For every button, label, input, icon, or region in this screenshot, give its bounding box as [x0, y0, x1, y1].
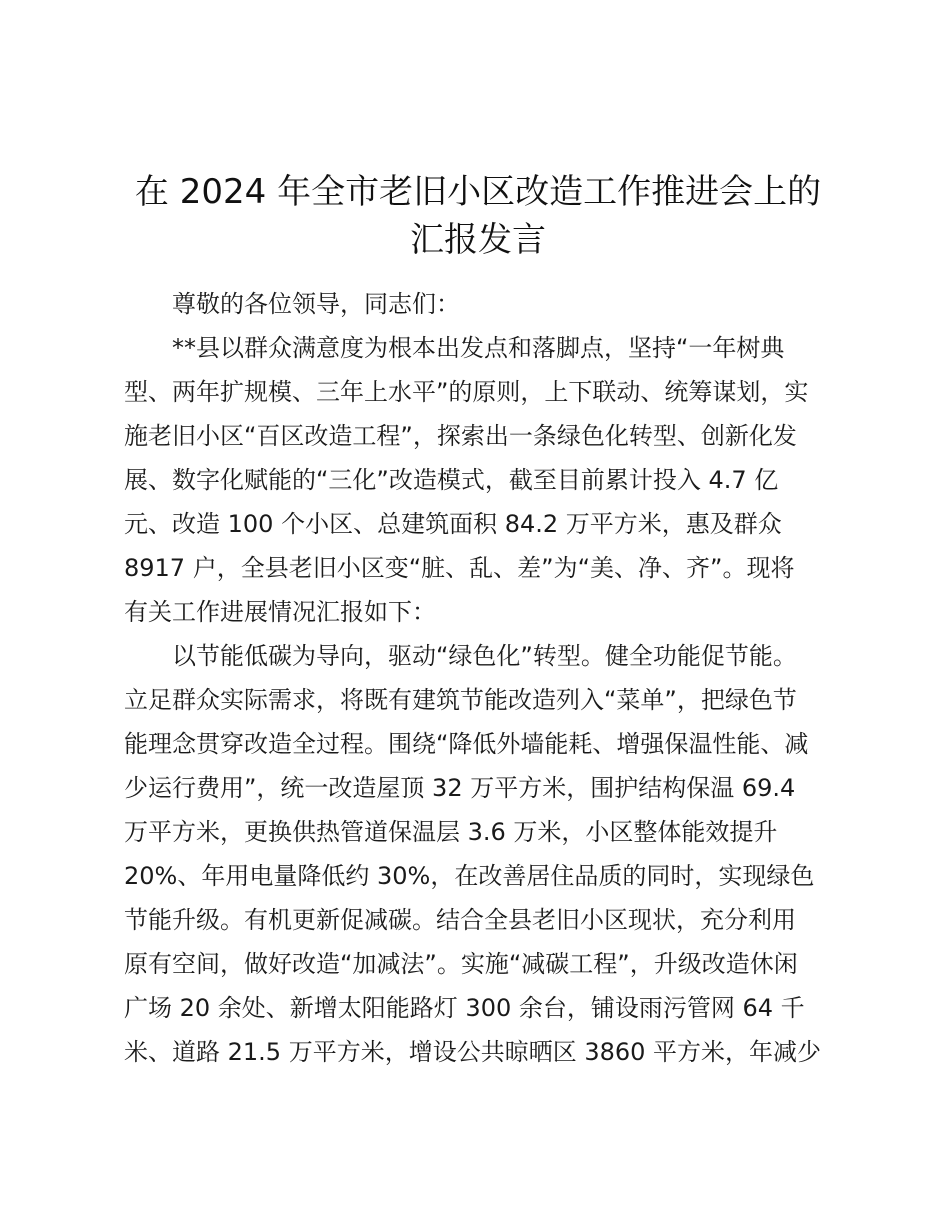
paragraph-2-line-2: 立足群众实际需求，将既有建筑节能改造列入“菜单”，把绿色节	[124, 686, 797, 714]
paragraph-2-line-8: 原有空间，做好改造“加减法”。实施“减碳工程”，升级改造休闲	[124, 950, 798, 978]
paragraph-2-line-1: 以节能低碳为导向，驱动“绿色化”转型。健全功能促节能。	[172, 642, 797, 670]
paragraph-2-line-10: 米、道路 21.5 万平方米，增设公共晾晒区 3860 平方米，年减少	[124, 1038, 822, 1066]
paragraph-2-line-4: 少运行费用”，统一改造屋顶 32 万平方米，围护结构保温 69.4	[124, 774, 796, 802]
paragraph-2-line-5: 万平方米，更换供热管道保温层 3.6 万米，小区整体能效提升	[124, 818, 778, 846]
paragraph-1-line-6: 8917 户，全县老旧小区变“脏、乱、差”为“美、净、齐”。现将	[124, 554, 795, 582]
salutation-line: 尊敬的各位领导，同志们：	[172, 290, 460, 318]
paragraph-2-line-7: 节能升级。有机更新促减碳。结合全县老旧小区现状，充分利用	[124, 906, 796, 934]
document-body	[124, 282, 840, 1074]
document-title	[120, 168, 836, 264]
paragraph-2-line-3: 能理念贯穿改造全过程。围绕“降低外墙能耗、增强保温性能、减	[124, 730, 809, 758]
paragraph-1-line-1: **县以群众满意度为根本出发点和落脚点，坚持“一年树典	[172, 334, 785, 362]
paragraph-1-line-2: 型、两年扩规模、三年上水平”的原则，上下联动、统筹谋划，实	[124, 378, 809, 406]
paragraph-1-line-3: 施老旧小区“百区改造工程”，探索出一条绿色化转型、创新化发	[124, 422, 797, 450]
paragraph-1-line-7: 有关工作进展情况汇报如下：	[124, 598, 436, 626]
paragraph-2-line-6: 20%、年用电量降低约 30%，在改善居住品质的同时，实现绿色	[124, 862, 815, 890]
paragraph-1-line-4: 展、数字化赋能的“三化”改造模式，截至目前累计投入 4.7 亿	[124, 466, 779, 494]
paragraph-2-line-9: 广场 20 余处、新增太阳能路灯 300 余台，铺设雨污管网 64 千	[124, 994, 805, 1022]
title-line-1: 在 2024 年全市老旧小区改造工作推进会上的	[134, 172, 822, 212]
title-line-2: 汇报发言	[410, 220, 546, 260]
paragraph-1-line-5: 元、改造 100 个小区、总建筑面积 84.2 万平方米，惠及群众	[124, 510, 782, 538]
